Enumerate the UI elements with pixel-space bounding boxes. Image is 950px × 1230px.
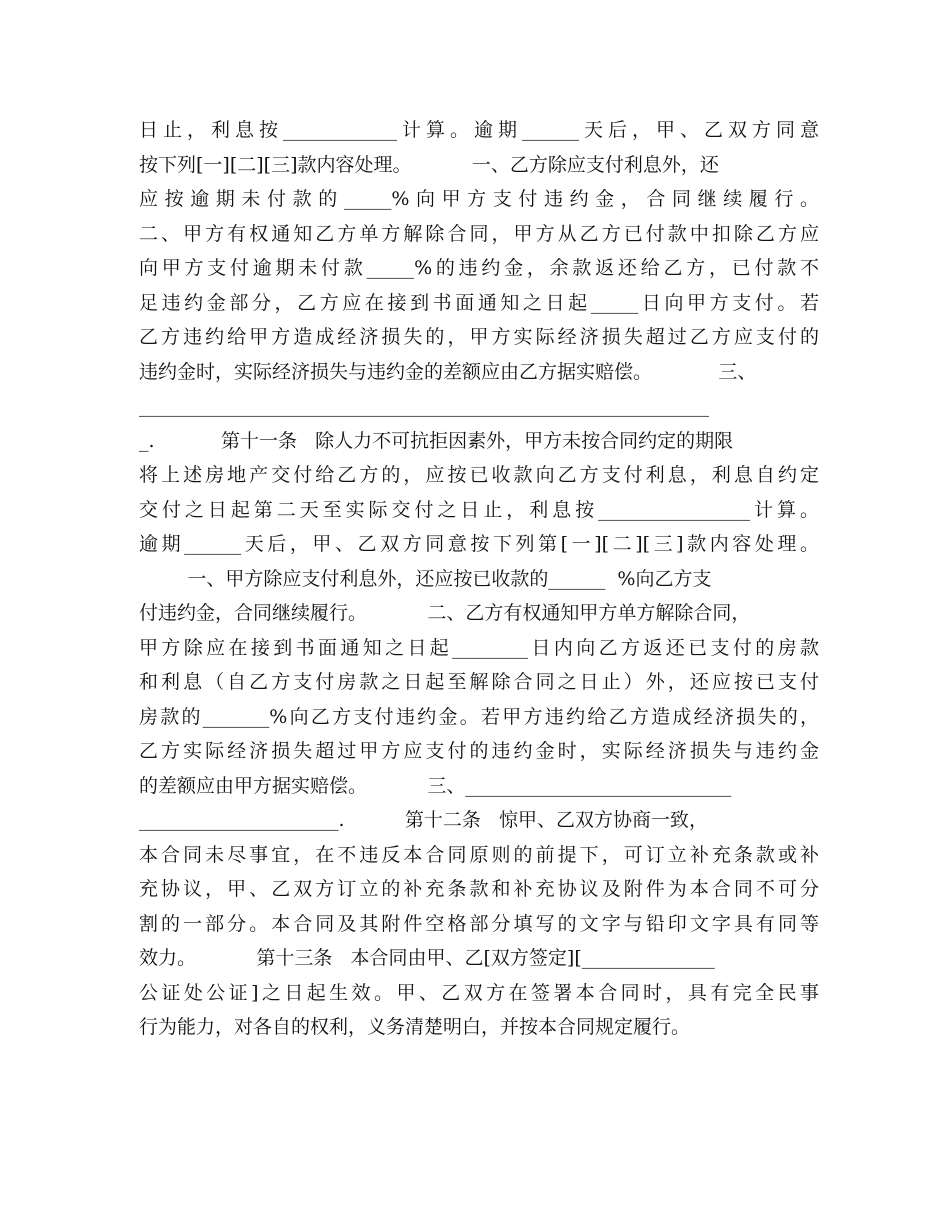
text-line: 房款的_______%向乙方支付违约金。若甲方违约给乙方造成经济损失的， xyxy=(139,705,819,728)
text-line: ____________________________________________________________ xyxy=(139,395,709,417)
text-line: 付违约金，合同继续履行。 二、乙方有权通知甲方单方解除合同， xyxy=(139,602,751,624)
text-line: _____________________. 第十二条 惊甲、乙双方协商一致， xyxy=(139,809,709,831)
text-line: 一、甲方除应支付利息外，还应按已收款的______ %向乙方支 xyxy=(139,567,712,590)
text-line: 公证处公证]之日起生效。甲、乙双方在签署本合同时，具有完全民事 xyxy=(139,981,819,1004)
text-line: 交付之日起第二天至实际交付之日止，利息按________________计算。 xyxy=(139,498,819,521)
text-line: 按下列[一][二][三]款内容处理。 一、乙方除应支付利息外，还 xyxy=(139,153,719,176)
text-line: 乙方实际经济损失超过甲方应支付的违约金时，实际经济损失与违约金 xyxy=(139,740,819,762)
text-line: 甲方除应在接到书面通知之日起________日内向乙方返还已支付的房款 xyxy=(139,636,819,659)
text-line: 应按逾期未付款的_____%向甲方支付违约金，合同继续履行。 xyxy=(139,188,819,210)
text-line: 二、甲方有权通知乙方单方解除合同，甲方从乙方已付款中扣除乙方应 xyxy=(139,222,819,245)
text-line: 割的一部分。本合同及其附件空格部分填写的文字与铅印文字具有同等 xyxy=(139,912,819,935)
text-line: 行为能力，对各自的权利，义务清楚明白，并按本合同规定履行。 xyxy=(139,1016,691,1038)
text-line: 充协议，甲、乙双方订立的补充条款和补充协议及附件为本合同不可分 xyxy=(139,878,819,900)
text-line: 效力。 第十三条 本合同由甲、乙[双方签定][______________ xyxy=(139,947,715,969)
text-line: 逾期______天后，甲、乙双方同意按下列第[一][二][三]款内容处理。 xyxy=(139,533,819,555)
text-line: 将上述房地产交付给乙方的，应按已收款向乙方支付利息，利息自约定 xyxy=(139,464,819,486)
text-line: _. 第十一条 除人力不可抗拒因素外，甲方未按合同约定的期限 xyxy=(139,429,734,452)
text-line: 和利息（自乙方支付房款之日起至解除合同之日止）外，还应按已支付 xyxy=(139,671,819,693)
contract-text xyxy=(139,113,819,1045)
text-line: 足违约金部分，乙方应在接到书面通知之日起_____日向甲方支付。若 xyxy=(139,291,819,314)
text-line: 日止，利息按____________计算。逾期______天后，甲、乙双方同意 xyxy=(139,119,819,141)
text-line: 本合同未尽事宜，在不违反本合同原则的前提下，可订立补充条款或补 xyxy=(139,843,819,866)
text-line: 违约金时，实际经济损失与违约金的差额应由乙方据实赔偿。 三、 xyxy=(139,360,757,383)
text-line: 乙方违约给甲方造成经济损失的，甲方实际经济损失超过乙方应支付的 xyxy=(139,326,819,348)
text-line: 的差额应由甲方据实赔偿。 三、____________________________ xyxy=(139,774,732,797)
text-line: 向甲方支付逾期未付款_____%的违约金，余款返还给乙方，已付款不 xyxy=(139,257,819,279)
